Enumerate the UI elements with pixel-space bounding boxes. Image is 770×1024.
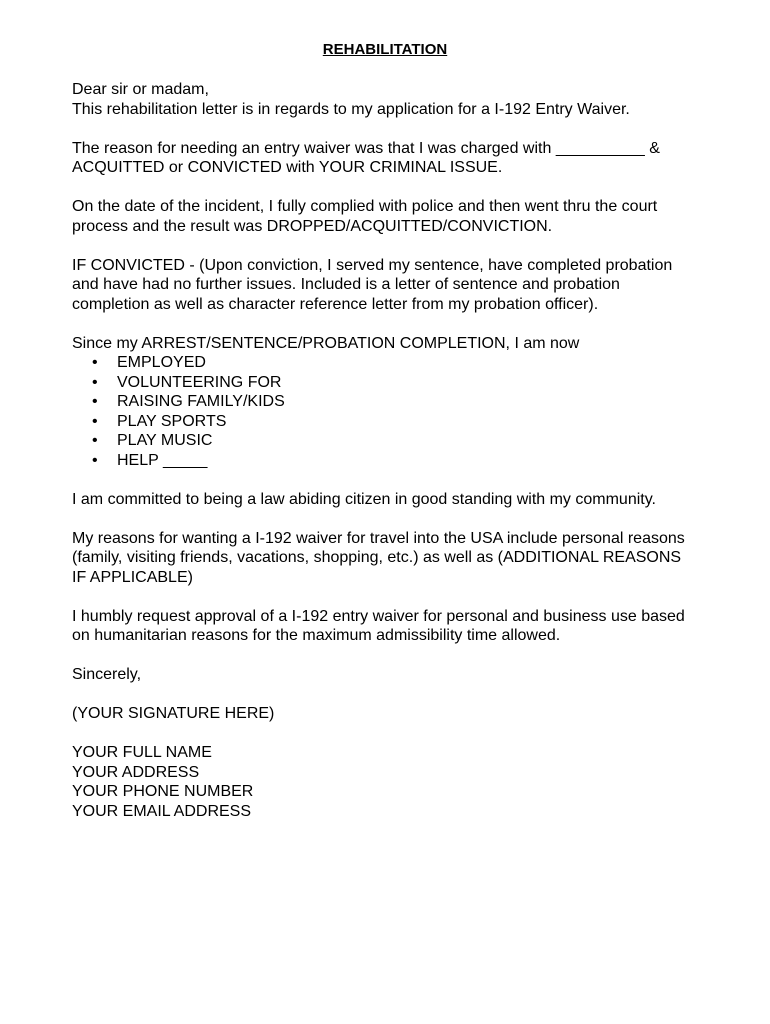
contact-name: YOUR FULL NAME	[72, 744, 212, 761]
incident-paragraph	[72, 197, 712, 236]
signature-placeholder: (YOUR SIGNATURE HERE)	[72, 705, 275, 722]
bullet-icon: •	[92, 451, 98, 469]
contact-block	[72, 743, 712, 821]
bullet-icon: •	[92, 393, 98, 410]
convicted-line: completion as well as character reference letter from my probation officer).	[72, 295, 599, 313]
list-item-text: PLAY SPORTS	[117, 412, 227, 430]
reason-paragraph	[72, 139, 712, 178]
reason-line: ACQUITTED or CONVICTED with YOUR CRIMINAL ISSUE.	[72, 159, 503, 176]
reasons-line: (family, visiting friends, vacations, shopping, etc.) as well as (ADDITIONAL REASONS	[72, 549, 682, 566]
reason-line: The reason for needing an entry waiver was that I was charged with __________ &	[72, 139, 660, 157]
bullet-icon: •	[92, 373, 98, 391]
incident-line: process and the result was DROPPED/ACQUITTED/CONVICTION.	[72, 217, 553, 235]
since-line: Since my ARREST/SENTENCE/PROBATION COMPLETION, I am now	[72, 334, 580, 352]
intro-line: This rehabilitation letter is in regards to my application for a I-192 Entry Waiver.	[72, 100, 630, 118]
list-item-text: HELP _____	[117, 451, 208, 469]
reasons-line: My reasons for wanting a I-192 waiver for travel into the USA include personal reasons	[72, 529, 685, 547]
contact-phone: YOUR PHONE NUMBER	[72, 783, 254, 800]
salutation: Dear sir or madam,	[72, 81, 209, 98]
convicted-line: IF CONVICTED - (Upon conviction, I served my sentence, have completed probation	[72, 256, 673, 274]
list-item-text: RAISING FAMILY/KIDS	[117, 393, 285, 410]
activities-section	[72, 334, 712, 471]
reasons-paragraph	[72, 529, 712, 588]
list-item	[72, 353, 712, 373]
signature-paragraph	[72, 704, 712, 724]
opening-paragraph	[72, 80, 712, 119]
committed-paragraph	[72, 490, 712, 510]
list-item-text: VOLUNTEERING FOR	[117, 373, 282, 391]
list-item	[72, 373, 712, 393]
closing-paragraph	[72, 665, 712, 685]
letter-title: REHABILITATION	[322, 41, 448, 58]
bullet-icon: •	[92, 432, 98, 449]
list-item	[72, 412, 712, 432]
reasons-line: IF APPLICABLE)	[72, 568, 193, 586]
list-item	[72, 392, 712, 412]
list-item-text: EMPLOYED	[117, 354, 206, 371]
request-line: I humbly request approval of a I-192 entry waiver for personal and business use based	[72, 607, 685, 625]
committed-line: I am committed to being a law abiding citizen in good standing with my community.	[72, 490, 656, 508]
list-item	[72, 451, 712, 471]
letter-body	[72, 80, 712, 841]
bullet-icon: •	[92, 412, 98, 430]
convicted-paragraph	[72, 256, 712, 315]
request-line: on humanitarian reasons for the maximum admissibility time allowed.	[72, 627, 561, 644]
convicted-line: and have had no further issues. Included is a letter of sentence and probation	[72, 276, 620, 293]
incident-line: On the date of the incident, I fully complied with police and then went thru the court	[72, 198, 658, 215]
contact-email: YOUR EMAIL ADDRESS	[72, 802, 252, 820]
list-item	[72, 431, 712, 451]
bullet-icon: •	[92, 354, 98, 371]
contact-address: YOUR ADDRESS	[72, 763, 200, 781]
request-paragraph	[72, 607, 712, 646]
activities-list	[72, 353, 712, 470]
list-item-text: PLAY MUSIC	[117, 432, 213, 449]
closing: Sincerely,	[72, 666, 142, 683]
